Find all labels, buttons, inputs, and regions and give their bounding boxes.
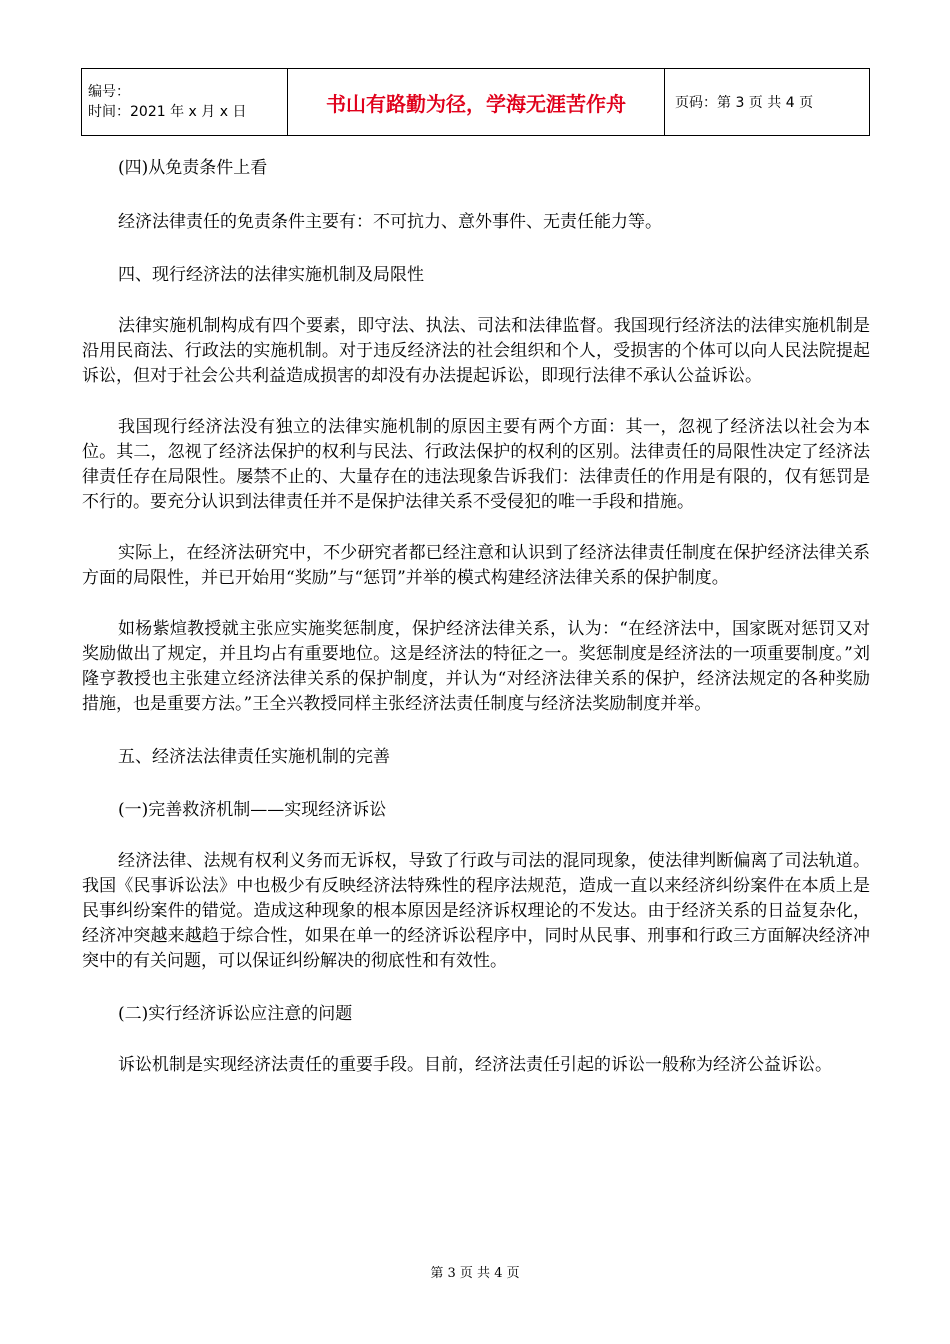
- header-meta-cell: [82, 69, 288, 136]
- header-motto: 书山有路勤为径，学海无涯苦作舟: [288, 69, 665, 136]
- document-number-label: 编号：: [88, 84, 130, 100]
- document-date-label: 时间：2021 年 x 月 x 日: [88, 104, 247, 120]
- header-table: [81, 68, 870, 136]
- section-heading: 五、经济法法律责任实施机制的完善: [118, 747, 390, 767]
- section-heading: 四、现行经济法的法律实施机制及局限性: [118, 265, 424, 285]
- paragraph: 如杨紫煊教授就主张应实施奖惩制度，保护经济法律关系，认为：“在经济法中，国家既对惩罚又对奖励做出了规定，并且均占有重要地位。这是经济法的特征之一。奖惩制度是经济法的一项重要制度。”刘隆亨教授也主张建立经济法律关系的保护制度，并认为“对经济法律关系的保护，经济法规定的各种奖励措施，也是重要方法。”王全兴教授同样主张经济法责任制度与经济法奖励制度并举。: [82, 619, 870, 714]
- document-body: [82, 156, 870, 1078]
- paragraph: 我国现行经济法没有独立的法律实施机制的原因主要有两个方面：其一，忽视了经济法以社会为本位。其二，忽视了经济法保护的权利与民法、行政法保护的权利的区别。法律责任的局限性决定了经济法律责任存在局限性。屡禁不止的、大量存在的违法现象告诉我们：法律责任的作用是有限的，仅有惩罚是不行的。要充分认识到法律责任并不是保护法律关系不受侵犯的唯一手段和措施。: [82, 417, 870, 512]
- section-heading: (二)实行经济诉讼应注意的问题: [118, 1004, 353, 1024]
- paragraph: 诉讼机制是实现经济法责任的重要手段。目前，经济法责任引起的诉讼一般称为经济公益诉讼。: [118, 1055, 832, 1075]
- paragraph: 实际上，在经济法研究中，不少研究者都已经注意和认识到了经济法律责任制度在保护经济法律关系方面的局限性，并已开始用“奖励”与“惩罚”并举的模式构建经济法律关系的保护制度。: [82, 543, 870, 588]
- paragraph: 经济法律责任的免责条件主要有：不可抗力、意外事件、无责任能力等。: [118, 212, 662, 232]
- header-page-label: 页码：第 3 页 共 4 页: [665, 69, 870, 136]
- paragraph: 法律实施机制构成有四个要素，即守法、执法、司法和法律监督。我国现行经济法的法律实施机制是沿用民商法、行政法的实施机制。对于违反经济法的社会组织和个人，受损害的个体可以向人民法院提起诉讼，但对于社会公共利益造成损害的却没有办法提起诉讼，即现行法律不承认公益诉讼。: [82, 316, 870, 386]
- section-heading: (四)从免责条件上看: [118, 158, 268, 178]
- section-heading: (一)完善救济机制——实现经济诉讼: [118, 800, 387, 820]
- page-footer: 第 3 页 共 4 页: [430, 1266, 520, 1281]
- paragraph: 经济法律、法规有权利义务而无诉权，导致了行政与司法的混同现象，使法律判断偏离了司法轨道。我国《民事诉讼法》中也极少有反映经济法特殊性的程序法规范，造成一直以来经济纠纷案件在本质上是民事纠纷案件的错觉。造成这种现象的根本原因是经济诉权理论的不发达。由于经济关系的日益复杂化，经济冲突越来越趋于综合性，如果在单一的经济诉讼程序中，同时从民事、刑事和行政三方面解决经济冲突中的有关问题，可以保证纠纷解决的彻底性和有效性。: [82, 851, 870, 971]
